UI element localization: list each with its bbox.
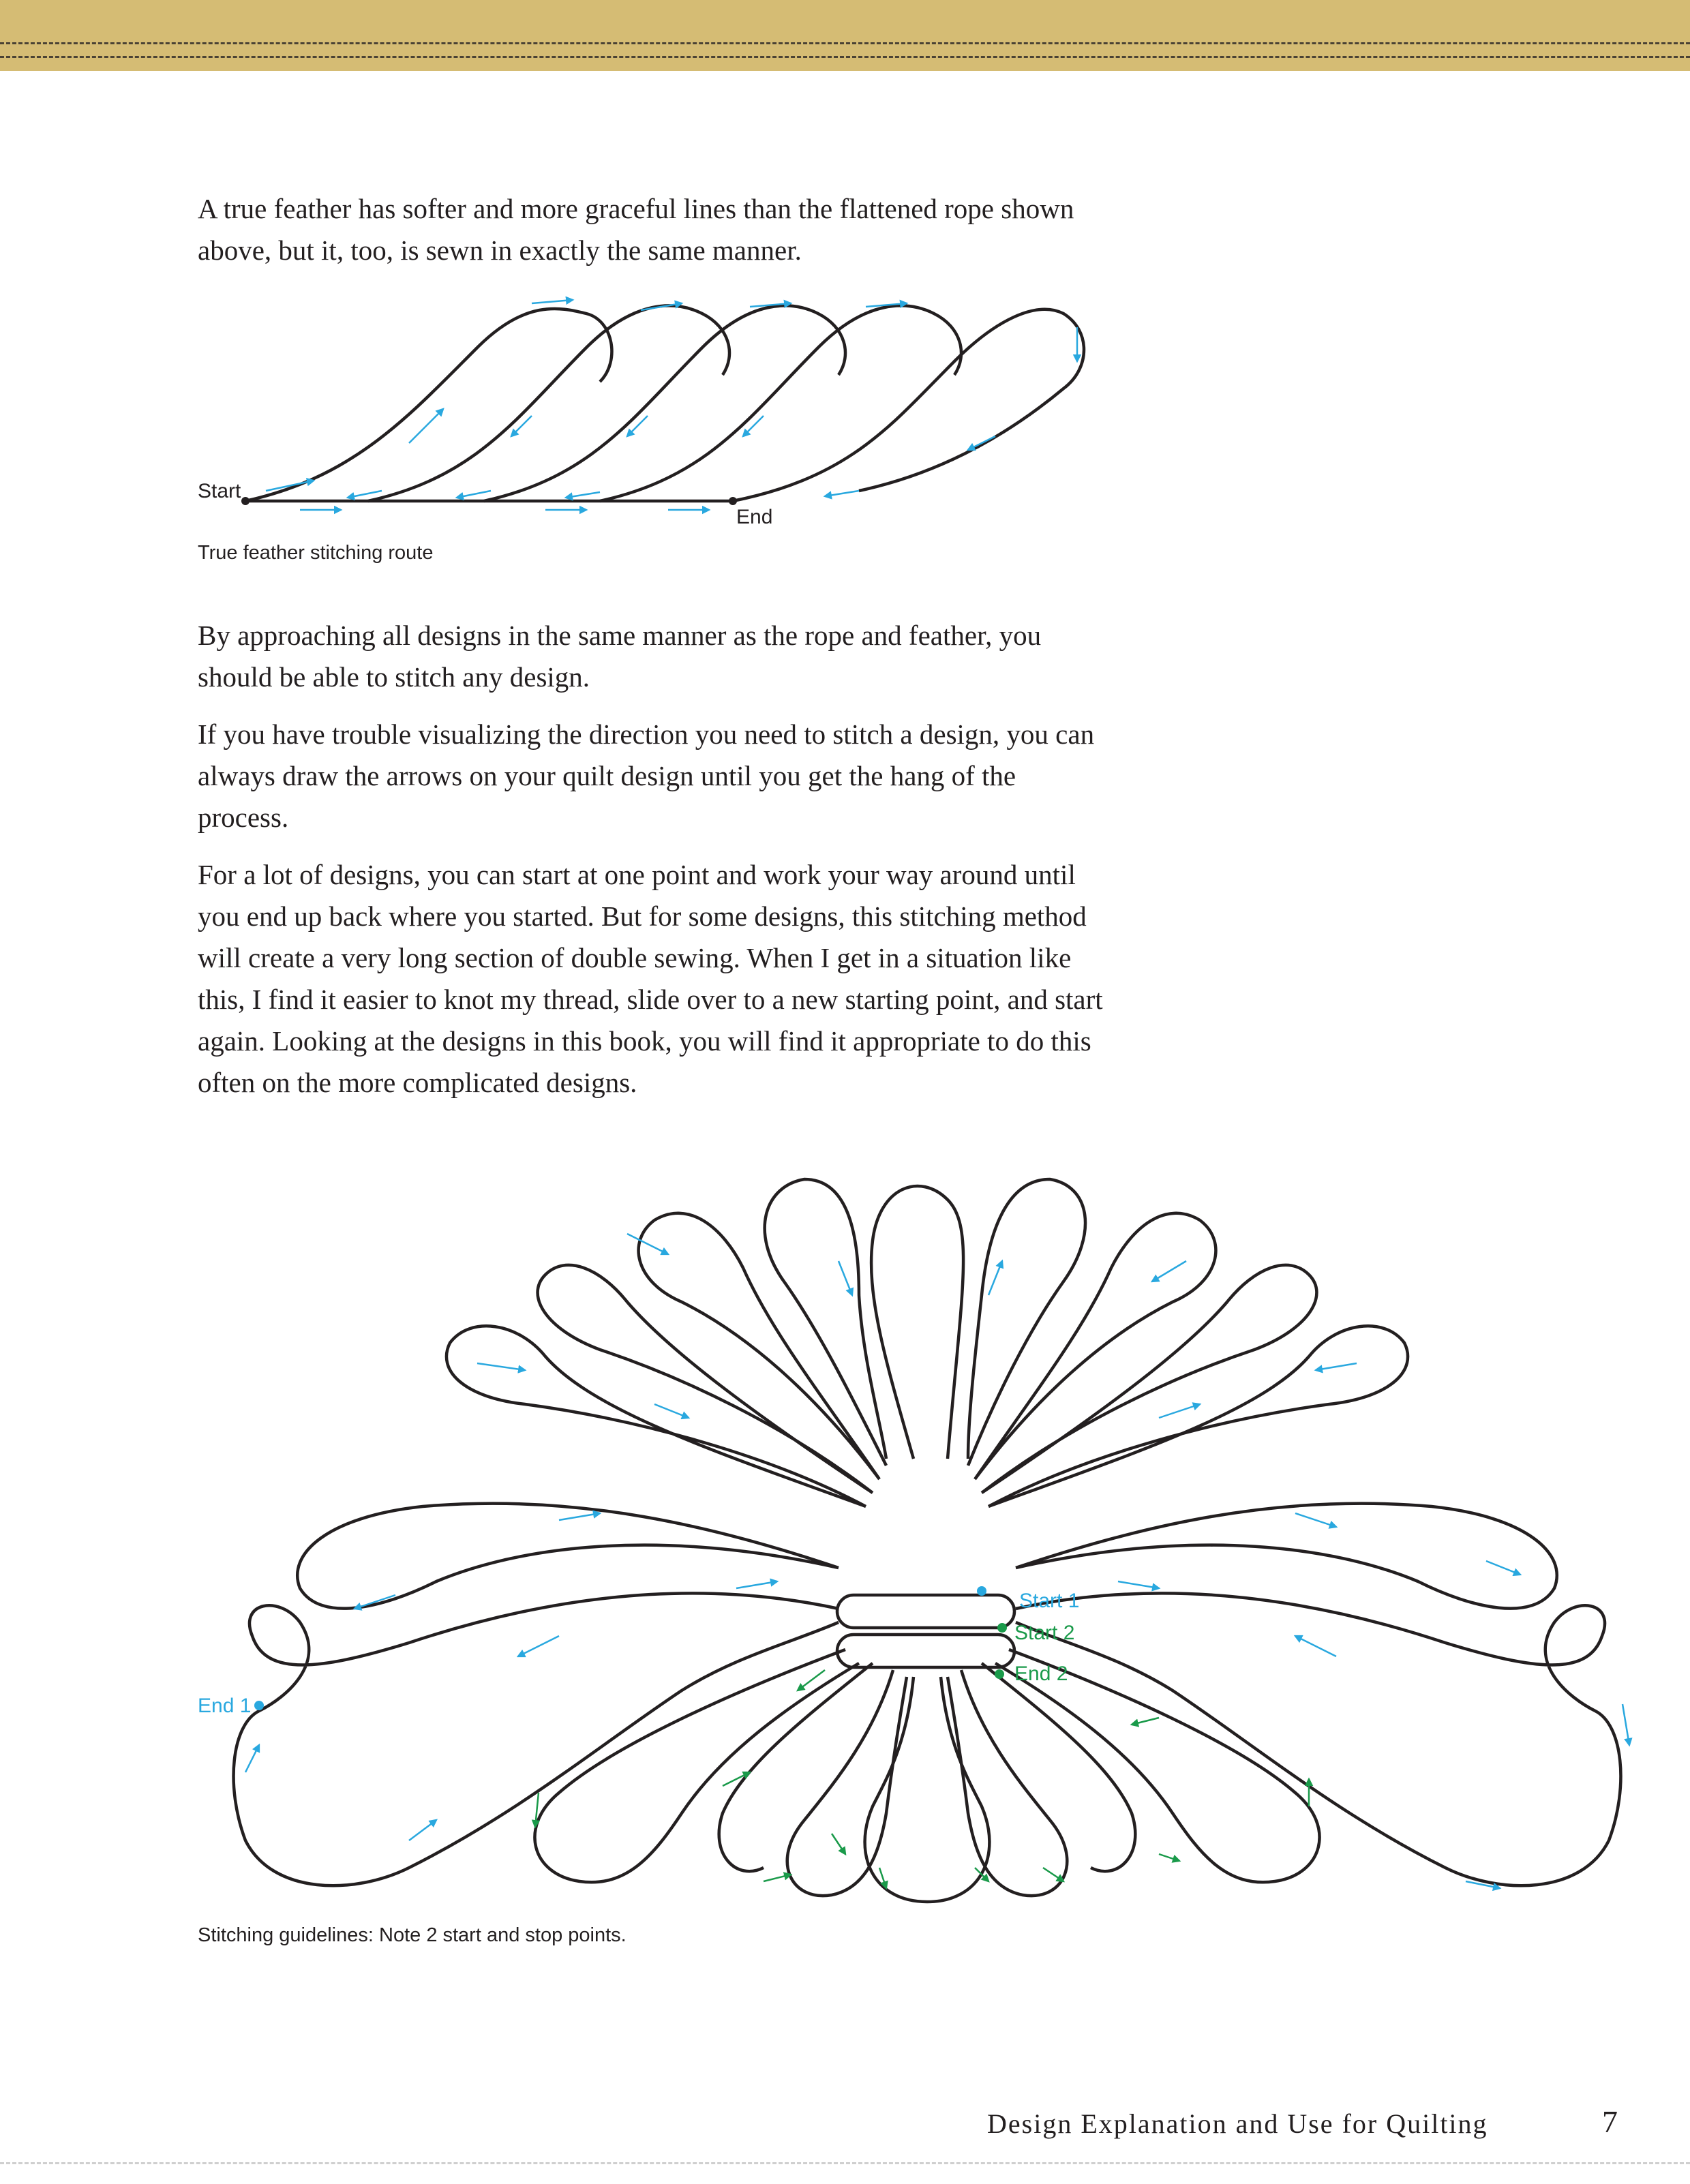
feather-start-label: Start — [198, 480, 241, 502]
fan-route-blue-arrows — [245, 1234, 1629, 1888]
start1-label: Start 1 — [1019, 1590, 1080, 1612]
paragraph-feather-intro: A true feather has softer and more graceful lines than the flattened rope shown above, but it, too, is sewn in exactly the same manner. — [198, 193, 1074, 266]
paragraph-approach: By approaching all designs in the same manner as the rope and feather, you should be able to stitch any design. — [198, 620, 1042, 693]
fan-caption: Stitching guidelines: Note 2 start and stop points. — [198, 1924, 627, 1946]
page-number: 7 — [1602, 2104, 1618, 2139]
fan-feather-outline — [234, 1179, 1621, 1902]
end1-point — [254, 1701, 264, 1710]
feather-caption: True feather stitching route — [198, 542, 434, 564]
end2-label: End 2 — [1014, 1663, 1068, 1685]
end2-point — [995, 1669, 1004, 1679]
paragraph-start-points: For a lot of designs, you can start at one point and work your way around until you end up back where you started. But for some designs, this stitching method will create a very long section of double sewing. When I get in a situation like this, I find it easier to knot my thread, slide over to a new starting point, and start again. Looking at the designs in this book, you will find it appropriate to do this often on the more complicated designs. — [198, 859, 1103, 1098]
end1-label: End 1 — [198, 1695, 252, 1717]
footer-chapter-title: Design Explanation and Use for Quilting — [987, 2108, 1488, 2139]
start2-point — [997, 1623, 1007, 1633]
start1-point — [977, 1586, 986, 1596]
feather-end-label: End — [736, 506, 773, 528]
paragraph-visualizing: If you have trouble visualizing the direction you need to stitch a design, you can always draw the arrows on your quilt design until you get the hang of the process. — [198, 718, 1095, 833]
start2-label: Start 2 — [1014, 1622, 1075, 1644]
bottom-stitch-line — [0, 2162, 1690, 2164]
